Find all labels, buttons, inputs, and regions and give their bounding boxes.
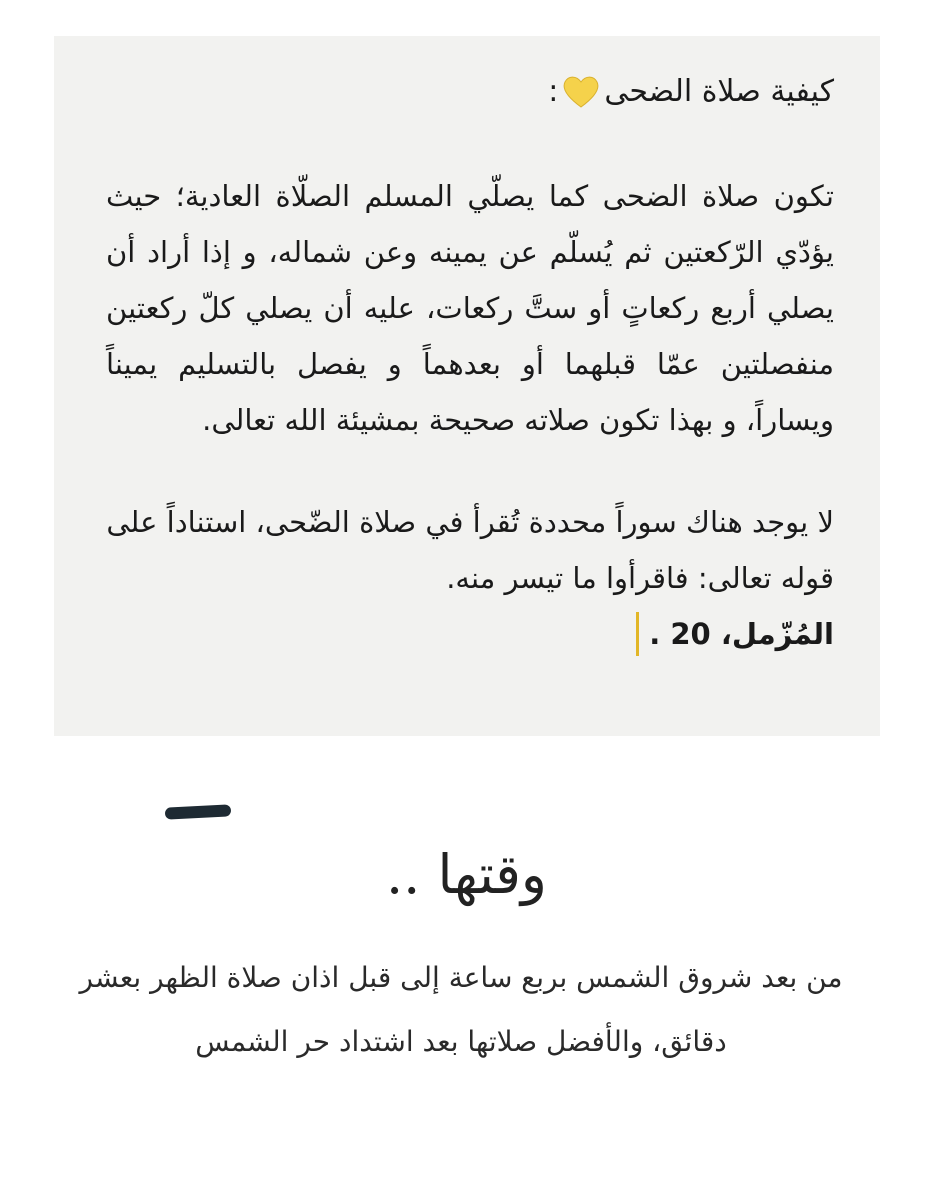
note-title-text: كيفية صلاة الضحى xyxy=(604,74,834,109)
note-reference xyxy=(106,606,834,662)
note-paragraph-2: لا يوجد هناك سوراً محددة تُقرأ في صلاة الضّحى، استناداً على قوله تعالى: فاقرأوا ما تيسر منه. xyxy=(106,505,834,595)
note-title-colon: : xyxy=(548,74,559,109)
yellow-heart-icon xyxy=(562,75,600,109)
text-cursor xyxy=(636,612,639,656)
note-card xyxy=(54,36,880,736)
section-body: من بعد شروق الشمس بربع ساعة إلى قبل اذان صلاة الظهر بعشر دقائق، والأفضل صلاتها بعد اشتداد حر الشمس xyxy=(79,961,843,1058)
note-paragraph-1: تكون صلاة الضحى كما يصلّي المسلم الصلّاة العادية؛ حيث يؤدّي الرّكعتين ثم يُسلّم عن يمينه وعن شماله، و إذا أراد أن يصلي أربع ركعاتٍ أو ستَّ ركعات، عليه أن يصلي كلّ ركعتين منفصلتين عمّا قبلهما أو بعدهماً و يفصل بالتسليم يميناً ويساراً، و بهذا تكون صلاته صحيحة بمشيئة الله تعالى. xyxy=(106,179,834,437)
dash-mark xyxy=(165,804,232,819)
section-heading: وقتها .. xyxy=(385,843,548,906)
note-reference-text: المُزّمل، 20 . xyxy=(649,617,834,651)
note-title xyxy=(106,70,834,114)
yellow-heart-icon-svg xyxy=(562,75,600,109)
